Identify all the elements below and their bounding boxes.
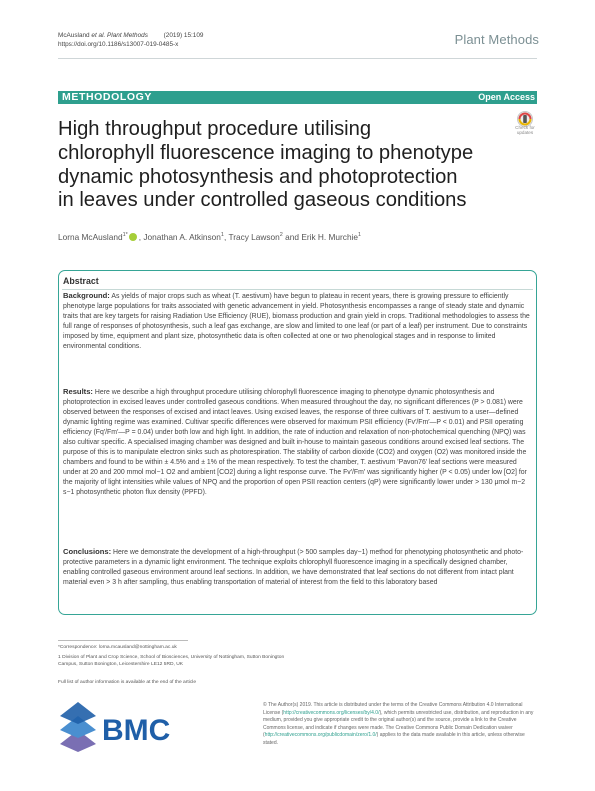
abstract-background (63, 291, 535, 352)
footnote-divider (58, 640, 188, 641)
abstract-heading: Abstract (63, 276, 99, 286)
author-affiliation: 2 (279, 232, 283, 238)
citation-authors: McAusland (58, 32, 90, 39)
citation-year: (2019) 15:109 (163, 32, 204, 39)
header-divider (58, 58, 537, 59)
article-title (58, 118, 528, 213)
journal-name: Plant Methods (454, 32, 539, 47)
results-label: Results: (63, 387, 93, 396)
author-name[interactable]: Lorna McAusland (58, 232, 123, 242)
check-for-updates-text: Check for updates (515, 125, 535, 136)
author-list: Lorna McAusland$^{1*}$ , Jonathan A. Atkinson$^1$, Tracy Lawson$^2$ and Erik H. Murchie$^1$ (58, 232, 362, 242)
title-line: High throughput procedure utilising (58, 118, 372, 140)
doi-link[interactable]: https://doi.org/10.1186/s13007-019-0485-x (58, 41, 179, 48)
citation-etal: et al. Plant Methods (91, 32, 148, 39)
author-name[interactable]: Tracy Lawson (228, 232, 280, 242)
citation-line (58, 31, 203, 40)
citation-header (58, 31, 203, 49)
title-line: dynamic photosynthesis and photoprotection (58, 165, 458, 188)
license-text: © The Author(s) 2019. This article is distributed under the terms of the Creative Commons Attribution 4.0 International License (http://creativecommons.org/licenses/by/4.0/), which permits unrestricted use, distribution, and reproduction in any medium, provided you give appropriate credit to the original author(s) and the source, provide a link to the Creative Commons license, and indicate if changes were made. The Creative Commons Public Domain Dedication waiver (http://creativecommons.org/publicdomain/zero/1.0/) applies to the data made available in this article, unless otherwise stated. (263, 702, 534, 746)
author-affiliation: 1* (122, 232, 128, 238)
author-affiliation: 1 (220, 232, 224, 238)
bmc-logo[interactable] (58, 700, 188, 754)
background-text: As yields of major crops such as wheat (T. aestivum) have begun to plateau in recent years, there is growing pressure to efficiently phenotype large populations for traits associated with genetic advancement in yield. Photosynthesis encompasses a range of steady state and dynamic traits that are key targets for raising Radiation Use Efficiency (RUE), biomass production and grain yield in crops. Traditional methodologies to assess the full range of responses of photosynthesis, such a leaf gas exchange, are slow and limited to one leaf (or part of a leaf) per instrument. Due to constraints imposed by time, equipment and plant size, photosynthetic data is often collected at one or two phenological stages and in response to limited environmental conditions. (63, 293, 530, 351)
author-affiliation: 1 (358, 232, 362, 238)
bmc-logo-text: BMC (102, 714, 171, 747)
author-info-footnote: Full list of author information is available at the end of the article (58, 680, 197, 685)
open-access-label[interactable]: Open Access (478, 92, 535, 102)
conclusions-text: Here we demonstrate the development of a high-throughput (> 500 samples day−1) method for phenotyping photosynthetic and photo-protective parameters in a dynamic light environment. The technique exploits chlorophyll fluorescence imaging in a specifically designed chamber, enabling controlled gaseous environment around leaf sections. In addition, we have demonstrated that leaf sections do not different from intact plant material even > 3 h after sampling, thus enabling transportation of material of interest from the field to this laboratory based (63, 549, 524, 587)
title-line: in leaves under controlled gaseous conditions (58, 189, 467, 212)
title-line: chlorophyll fluorescence imaging to phenotype (58, 141, 474, 164)
abstract-results (63, 387, 535, 499)
background-label: Background: (63, 291, 110, 300)
author-name[interactable]: Erik H. Murchie (301, 232, 359, 242)
author-name[interactable]: Jonathan A. Atkinson (143, 232, 221, 242)
article-type-banner (58, 91, 537, 104)
orcid-icon[interactable] (129, 233, 137, 241)
results-text: Here we describe a high throughput procedure utilising chlorophyll fluorescence imaging to phenotype dynamic photosynthesis and photoprotection in excised leaves under controlled gaseous conditions. When measured throughout the day, no significant differences (P > 0.081) were observed between the responses of excised and intact leaves. Using excised leaves, the response of three cultivars of T. aestivum to a user—defined dynamic lighting regime was examined. Cultivar specific differences were observed for maximum PSII efficiency (Fv′/Fm′—P < 0.01) and PSII operating efficiency (Fq′/Fm′—P = 0.04) under both low and high light. In addition, the rate of induction and relaxation of non-photochemical quenching (NPQ) was also cultivar specific. A specialised imaging chamber was designed and built in-house to maintain gaseous conditions around excised leaf sections. The purpose of this is to manipulate electron sinks such as photorespiration. The stability of carbon dioxide (CO2) and oxygen (O2) was monitored inside the chambers and found to be within ± 4.5% and ± 1% of the mean respectively. To test the chamber, T. aestivum 'Pavon76' leaf sections were measured under at 20 and 200 mmol mol−1 O2 and ambient [CO2] during a light response curve. The Fv′/Fm′ was significantly higher (P < 0.05) under low [O2] for the majority of light intensities while values of NPQ and the proportion of open PSII reaction centers (qP) were significantly lower under > 130 μmol m−2 s−1 photosynthetic photon flux density (PPFD). (63, 389, 527, 497)
correspondence-footnote[interactable]: *Correspondence: lorna.mcausland@nottingham.ac.uk (58, 645, 177, 650)
abstract-conclusions (63, 547, 535, 588)
abstract-divider (62, 289, 533, 290)
affiliation-footnote: 1 Division of Plant and Crop Science, School of Biosciences, University of Nottingham, Sutton Bonington Campus, Sutton Bonington, Leicestershire LE12 5RD, UK (58, 655, 285, 667)
conclusions-label: Conclusions: (63, 547, 112, 556)
article-type-label: METHODOLOGY (62, 91, 153, 103)
publicdomain-link[interactable]: http://creativecommons.org/publicdomain/zero/1.0/ (264, 732, 377, 739)
license-link[interactable]: http://creativecommons.org/licenses/by/4.0/ (283, 709, 380, 716)
